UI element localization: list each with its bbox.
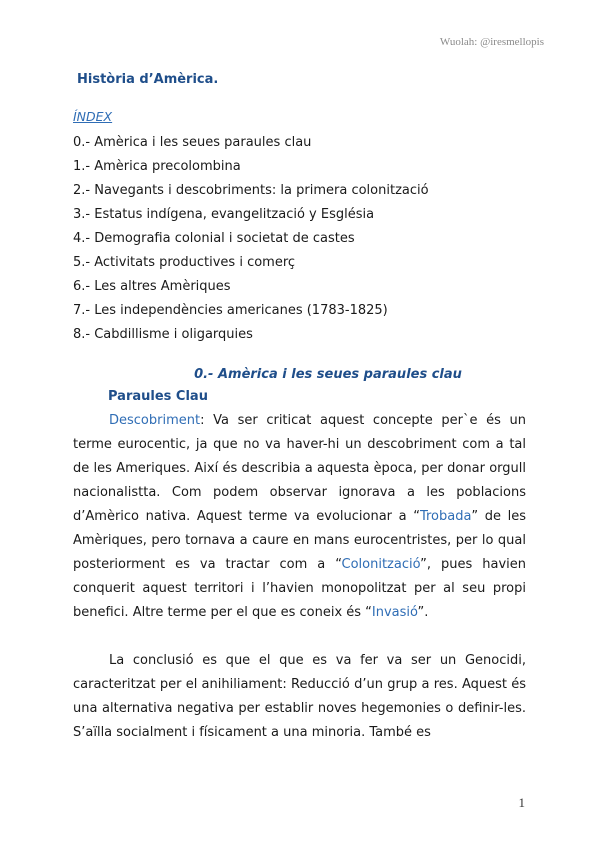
index-item: 4.- Demografia colonial i societat de castes — [73, 231, 355, 246]
index-list — [73, 131, 429, 347]
paragraph-text: ”, pues havien conquerit aquest territori i l’havien monopolitzat per al seu propi benefici. Altre terme per el que es coneix és “ — [73, 557, 526, 620]
term-invasio: Invasió — [371, 605, 418, 620]
index-item: 0.- Amèrica i les seues paraules clau — [73, 135, 312, 150]
watermark: Wuolah: @iresmellopis — [439, 36, 544, 48]
document-title: Història d’Amèrica. — [77, 72, 219, 87]
index-item: 1.- Amèrica precolombina — [73, 159, 241, 174]
page-number: 1 — [518, 795, 525, 810]
paragraph-text: ” de les Amèriques, pero tornava a caure en mans eurocentristes, per lo qual posteriorment es va tractar com a “ — [73, 509, 526, 572]
index-item: 2.- Navegants i descobriments: la primera colonització — [73, 183, 429, 198]
index-item: 5.- Activitats productives i comerç — [73, 255, 296, 270]
term-trobada: Trobada — [419, 509, 472, 524]
section-title: 0.- Amèrica i les seues paraules clau — [194, 367, 462, 382]
paragraph-text: : Va ser criticat aquest concepte per`e és un terme eurocentic, ja que no va haver-hi un descobriment com a tal de les Ameriques. Així és describia a aquesta època, per donar orgull nacionalistta. Com podem observar ignorava a les poblacions d’Amèrico nativa. Aquest terme va evolucionar a “ — [73, 413, 526, 524]
subheading: Paraules Clau — [108, 389, 208, 404]
index-heading: ÍNDEX — [73, 109, 113, 124]
paragraph-text: ”. — [417, 605, 429, 620]
term-colonitzacio: Colonització — [341, 557, 421, 572]
index-item: 3.- Estatus indígena, evangelització y Església — [73, 207, 375, 222]
term-descobriment: Descobriment — [109, 413, 201, 428]
index-item: 6.- Les altres Amèriques — [73, 279, 231, 294]
index-item: 7.- Les independències americanes (1783-1825) — [73, 303, 388, 318]
paragraph-conclusion: La conclusió es que el que es va fer va ser un Genocidi, caracteritzat per el anihiliament: Reducció d’un grup a res. Aquest és una alternativa negativa per establir noves hegemonies o definir-les. S’aïlla socialment i físicament a una minoria. També es — [73, 653, 526, 740]
index-item: 8.- Cabdillisme i oligarquies — [73, 327, 253, 342]
paragraph-keywords — [73, 409, 526, 625]
